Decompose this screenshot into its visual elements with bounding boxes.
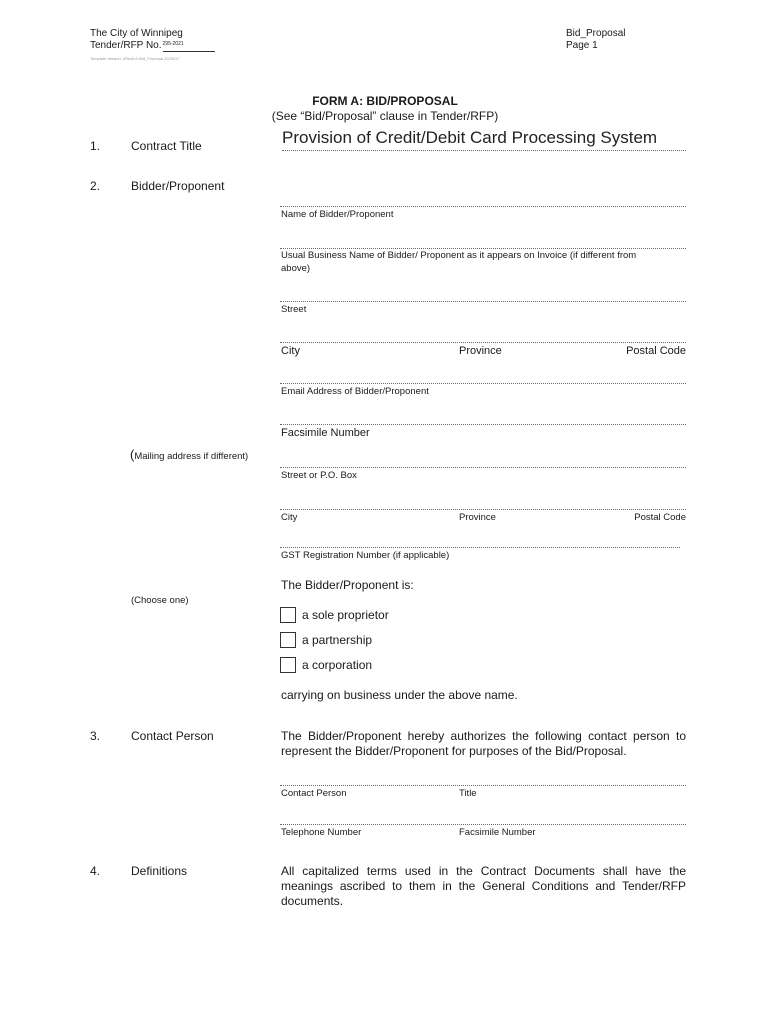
- partnership-label: a partnership: [302, 633, 373, 647]
- mailing-city-field[interactable]: [280, 509, 686, 510]
- sole-proprietor-label: a sole proprietor: [302, 608, 389, 622]
- contact-title-label: Title: [459, 788, 477, 799]
- section-1-number: 1.: [90, 139, 101, 153]
- tender-number-field[interactable]: [163, 41, 215, 52]
- mailing-address-note: [130, 446, 248, 464]
- bidder-is-label: The Bidder/Proponent is:: [281, 578, 414, 592]
- city-label-2: City: [281, 512, 298, 523]
- contact-person-field[interactable]: [280, 785, 686, 786]
- section-4-number: 4.: [90, 864, 101, 878]
- carrying-on-business-text: carrying on business under the above name.: [281, 688, 518, 702]
- tender-number: [90, 40, 215, 52]
- section-3-label: Contact Person: [131, 729, 214, 743]
- fax-label: Facsimile Number: [281, 427, 370, 439]
- section-1-label: Contract Title: [131, 139, 202, 153]
- mailing-street-field[interactable]: [280, 467, 686, 468]
- definitions-text: All capitalized terms used in the Contract Documents shall have the meanings ascribed to them in the General Conditions and Tender/RFP documents.: [281, 864, 686, 908]
- form-title: FORM A: BID/PROPOSAL: [312, 94, 458, 108]
- telephone-field[interactable]: [280, 824, 686, 825]
- street-po-label: Street or P.O. Box: [281, 470, 357, 481]
- contact-person-label: Contact Person: [281, 788, 347, 799]
- tender-prefix: Tender/RFP No.: [90, 40, 162, 51]
- contact-fax-label: Facsimile Number: [459, 827, 536, 838]
- gst-field[interactable]: [280, 547, 680, 548]
- mailing-address-label: Mailing address if different): [134, 451, 249, 462]
- bidder-name-field[interactable]: [280, 206, 686, 207]
- email-label: Email Address of Bidder/Proponent: [281, 386, 429, 397]
- section-2-label: Bidder/Proponent: [131, 179, 225, 193]
- postal-code-label-2: Postal Code: [634, 512, 686, 523]
- street-label: Street: [281, 304, 307, 315]
- fax-field[interactable]: [280, 424, 686, 425]
- contract-title-line: [282, 150, 686, 151]
- email-field[interactable]: [280, 383, 686, 384]
- postal-code-label: Postal Code: [626, 345, 686, 357]
- partnership-checkbox[interactable]: [280, 632, 296, 648]
- section-2-number: 2.: [90, 179, 101, 193]
- sole-proprietor-checkbox[interactable]: [280, 607, 296, 623]
- usual-name-label-2: above): [281, 263, 311, 274]
- section-3-number: 3.: [90, 729, 101, 743]
- corporation-checkbox[interactable]: [280, 657, 296, 673]
- province-label-2: Province: [459, 512, 496, 523]
- contract-title-value[interactable]: Provision of Credit/Debit Card Processing System: [282, 128, 658, 147]
- mailing-paren: (: [130, 447, 135, 462]
- choose-one-label: (Choose one): [131, 595, 189, 606]
- section-4-label: Definitions: [131, 864, 188, 878]
- org-name: The City of Winnipeg: [90, 28, 183, 39]
- usual-name-label-1: Usual Business Name of Bidder/ Proponent as it appears on Invoice (if different from: [281, 250, 637, 261]
- street-field[interactable]: [280, 301, 686, 302]
- province-label: Province: [459, 345, 502, 357]
- telephone-label: Telephone Number: [281, 827, 362, 838]
- form-subtitle: (See “Bid/Proposal” clause in Tender/RFP): [271, 109, 499, 123]
- gst-label: GST Registration Number (if applicable): [281, 550, 450, 561]
- corporation-label: a corporation: [302, 658, 373, 672]
- bidder-name-label: Name of Bidder/Proponent: [281, 209, 394, 220]
- tender-number-value: 295-2021: [162, 41, 184, 47]
- doc-name: Bid_Proposal: [566, 28, 626, 39]
- page-number: Page 1: [566, 40, 598, 51]
- city-province-postal-field[interactable]: [280, 342, 686, 343]
- template-version-note: Template Version: eRevit A-Bid_Proposal 2020017: [90, 56, 180, 61]
- usual-name-field[interactable]: [280, 248, 686, 249]
- city-label: City: [281, 345, 300, 357]
- contact-authorization-text: The Bidder/Proponent hereby authorizes the following contact person to represent the Bidder/Proponent for purposes of the Bid/Proposal.: [281, 729, 686, 758]
